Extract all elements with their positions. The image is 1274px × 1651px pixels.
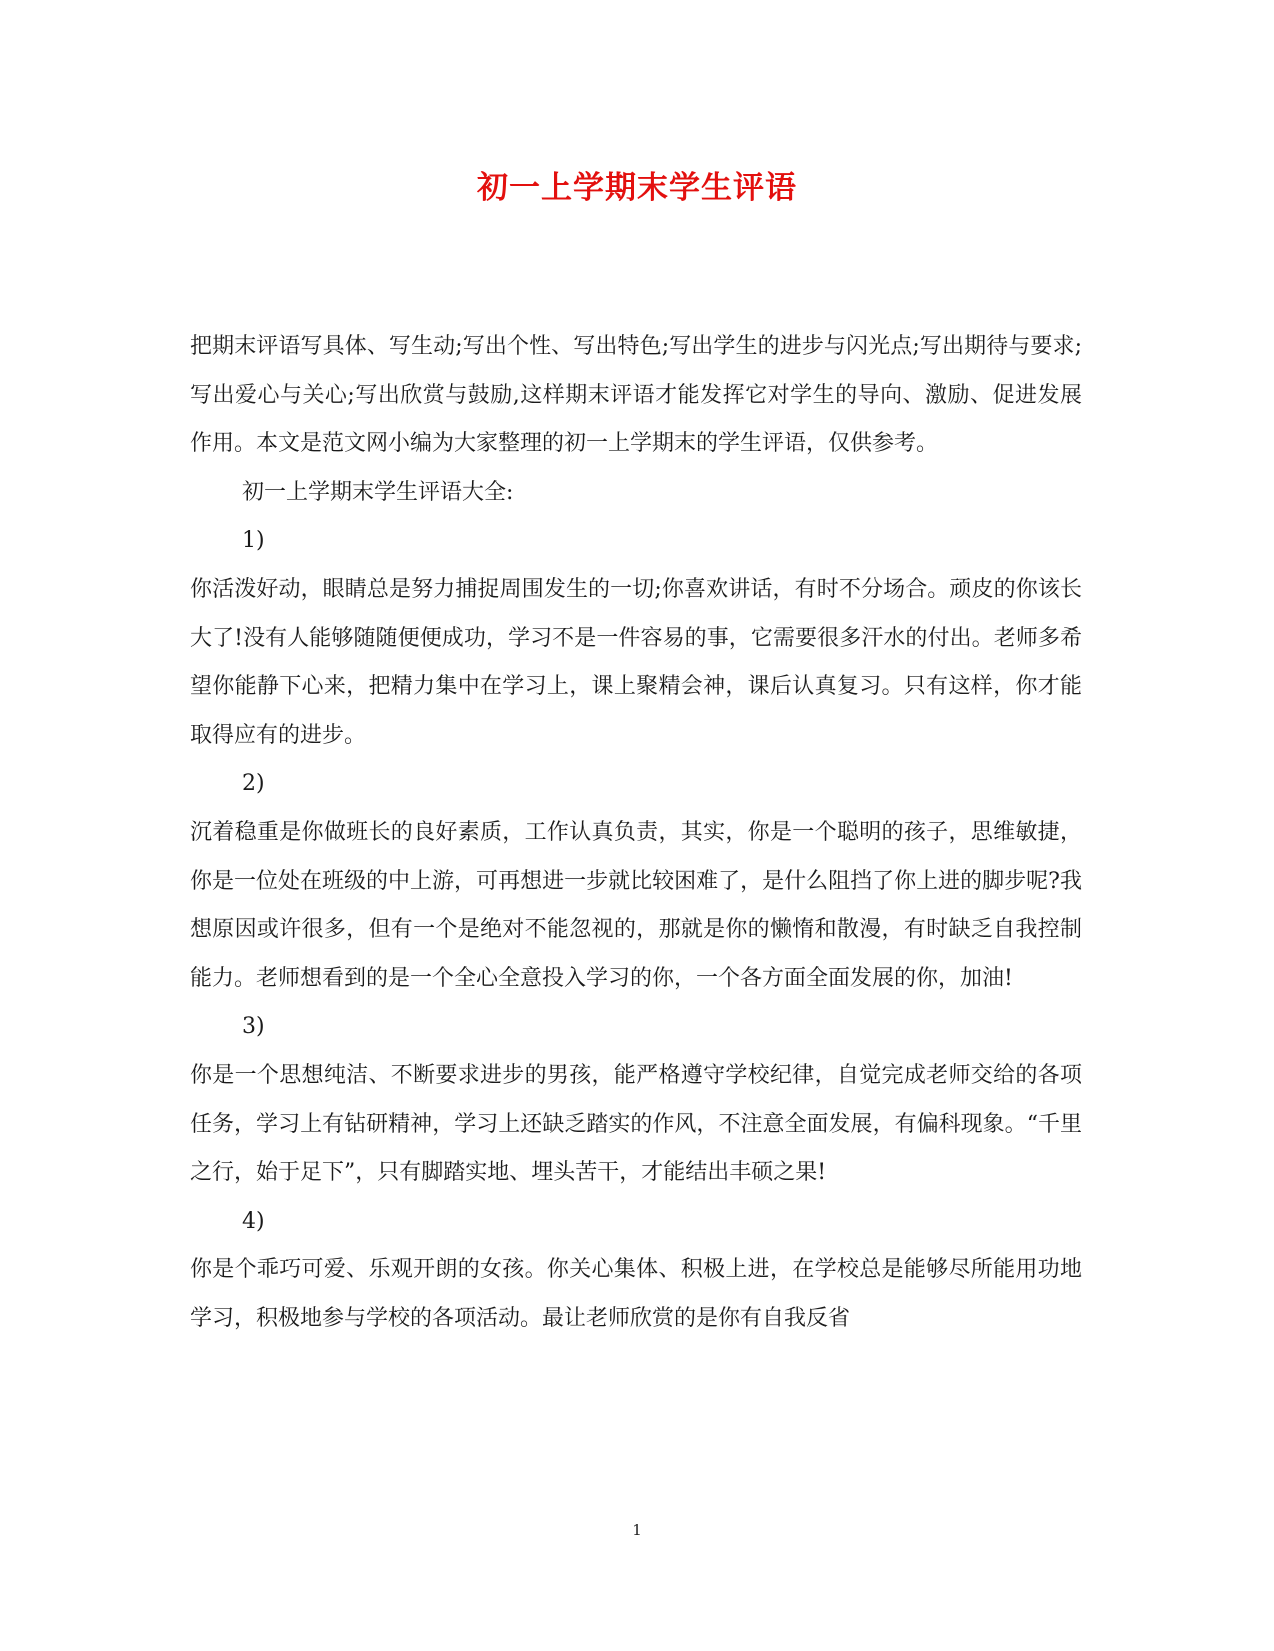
page-number: 1 (632, 1521, 642, 1539)
item-text-1: 你活泼好动，眼睛总是努力捕捉周围发生的一切;你喜欢讲话，有时不分场合。顽皮的你该长大了!没有人能够随随便便成功，学习不是一件容易的事，它需要很多汗水的付出。老师多希望你能静下心来，把精力集中在学习上，课上聚精会神，课后认真复习。只有这样，你才能取得应有的进步。 (190, 576, 1082, 748)
section-subheading: 初一上学期末学生评语大全: (242, 479, 514, 505)
item-text-3: 你是一个思想纯洁、不断要求进步的男孩，能严格遵守学校纪律，自觉完成老师交给的各项任务，学习上有钻研精神，学习上还缺乏踏实的作风，不注意全面发展，有偏科现象。“千里之行，始于足下”，只有脚踏实地、埋头苦干，才能结出丰硕之果! (190, 1062, 1082, 1186)
item-number-3: 3) (242, 1014, 265, 1040)
document-title: 初一上学期末学生评语 (477, 170, 797, 206)
item-text-2: 沉着稳重是你做班长的良好素质，工作认真负责，其实，你是一个聪明的孩子，思维敏捷，你是一位处在班级的中上游，可再想进一步就比较困难了，是什么阻挡了你上进的脚步呢?我想原因或许很多，但有一个是绝对不能忽视的，那就是你的懒惰和散漫，有时缺乏自我控制能力。老师想看到的是一个全心全意投入学习的你，一个各方面全面发展的你，加油! (190, 819, 1082, 991)
item-number-1: 1) (242, 528, 265, 554)
item-number-4: 4) (242, 1208, 265, 1234)
item-number-2: 2) (242, 771, 265, 797)
document-body (190, 323, 1082, 1343)
item-text-4: 你是个乖巧可爱、乐观开朗的女孩。你关心集体、积极上进，在学校总是能够尽所能用功地学习，积极地参与学校的各项活动。最让老师欣赏的是你有自我反省 (190, 1257, 1082, 1331)
intro-paragraph: 把期末评语写具体、写生动;写出个性、写出特色;写出学生的进步与闪光点;写出期待与要求;写出爱心与关心;写出欣赏与鼓励,这样期末评语才能发挥它对学生的导向、激励、促进发展作用。本文是范文网小编为大家整理的初一上学期末的学生评语，仅供参考。 (190, 334, 1082, 457)
